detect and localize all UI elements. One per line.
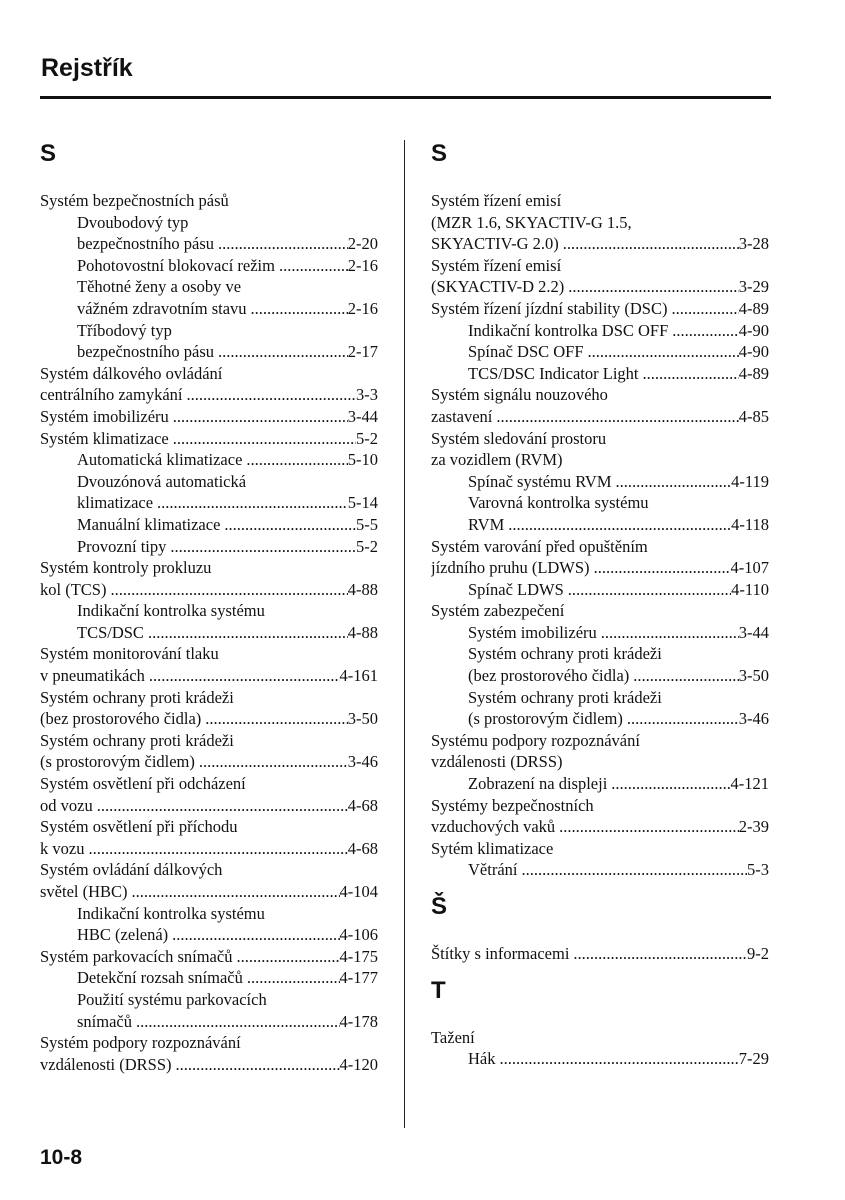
index-entry — [431, 838, 769, 860]
index-entry — [40, 730, 378, 752]
index-entry — [431, 406, 769, 428]
entry-label: Tříbodový typ — [77, 320, 172, 340]
entry-page-ref: 4-119 — [731, 471, 769, 491]
index-entry — [40, 1054, 378, 1076]
entry-page-ref: 4-68 — [347, 795, 378, 815]
dot-leader — [584, 341, 739, 363]
index-entry — [431, 428, 769, 450]
dot-leader — [275, 255, 348, 277]
dot-leader — [242, 449, 347, 471]
entry-page-ref: 2-20 — [347, 234, 378, 254]
entry-label: Systém osvětlení při odcházení — [40, 774, 246, 794]
dot-leader — [243, 967, 340, 989]
entry-label: Spínač systému RVM — [468, 471, 612, 491]
entry-label: Detekční rozsah snímačů — [77, 968, 243, 988]
entry-label: TCS/DSC Indicator Light — [468, 363, 639, 383]
entry-label: Systém řízení emisí — [431, 191, 562, 210]
index-subentry — [40, 471, 378, 493]
entry-label: Provozní tipy — [77, 536, 167, 556]
entry-label: Systém ovládání dálkových — [40, 860, 223, 880]
index-subentry — [431, 773, 769, 795]
index-entry — [40, 428, 378, 450]
index-entry — [431, 276, 769, 298]
index-entry — [40, 363, 378, 385]
entry-page-ref: 4-90 — [738, 342, 769, 362]
dot-leader — [132, 1011, 340, 1033]
index-entry — [431, 1027, 769, 1049]
entry-label: Systém podpory rozpoznávání — [40, 1033, 241, 1053]
entry-label: SKYACTIV-G 2.0) — [431, 234, 559, 254]
entry-page-ref: 4-68 — [347, 838, 378, 858]
index-entry — [431, 795, 769, 817]
entry-label: od vozu — [40, 795, 93, 815]
dot-leader — [564, 276, 739, 298]
entry-label: Větrání — [468, 860, 518, 880]
dot-leader — [639, 363, 739, 385]
index-entry — [40, 1032, 378, 1054]
index-entry — [40, 773, 378, 795]
index-entry — [40, 190, 378, 212]
index-subentry — [40, 212, 378, 234]
entry-page-ref: 3-44 — [738, 622, 769, 642]
entry-page-ref: 4-178 — [339, 1011, 378, 1031]
entry-page-ref: 2-16 — [347, 255, 378, 275]
entry-page-ref: 4-120 — [339, 1054, 378, 1074]
entry-label: Indikační kontrolka systému — [77, 903, 265, 923]
entry-label: vážném zdravotním stavu — [77, 298, 247, 318]
index-subentry — [431, 859, 769, 881]
index-subentry — [431, 320, 769, 342]
entry-label: Manuální klimatizace — [77, 514, 221, 534]
entry-page-ref: 4-110 — [731, 579, 769, 599]
section-letter: Š — [431, 893, 448, 920]
entry-label: Spínač DSC OFF — [468, 342, 584, 362]
dot-leader — [168, 924, 339, 946]
index-subentry — [431, 687, 769, 709]
index-subentry — [40, 514, 378, 536]
entry-label: kol (TCS) — [40, 579, 107, 599]
entry-page-ref: 3-50 — [738, 666, 769, 686]
dot-leader — [201, 708, 347, 730]
entry-page-ref: 4-121 — [730, 774, 769, 794]
entry-label: TCS/DSC — [77, 622, 144, 642]
index-entry — [431, 816, 769, 838]
dot-leader — [84, 838, 347, 860]
index-entry — [431, 557, 769, 579]
entry-label: Hák — [468, 1049, 496, 1069]
entry-page-ref: 7-29 — [738, 1049, 769, 1069]
entry-label: Systém parkovacích snímačů — [40, 946, 233, 966]
entry-page-ref: 4-106 — [339, 925, 378, 945]
dot-leader — [144, 622, 348, 644]
entry-page-ref: 3-28 — [738, 234, 769, 254]
dot-leader — [128, 881, 340, 903]
entry-label: Systém monitorování tlaku — [40, 644, 219, 664]
entry-label: Systém řízení emisí — [431, 255, 562, 275]
entry-label: Těhotné ženy a osoby ve — [77, 277, 242, 297]
index-entry — [431, 943, 769, 965]
section-letter: T — [431, 976, 446, 1004]
section-letter: S — [40, 140, 57, 167]
dot-leader — [232, 946, 339, 968]
entry-label: RVM — [468, 514, 505, 534]
dot-leader — [93, 795, 348, 817]
entry-label: Systém imobilizéru — [468, 622, 597, 642]
index-column-right — [431, 138, 769, 1070]
entry-label: Systém dálkového ovládání — [40, 363, 223, 383]
entry-label: vzdálenosti (DRSS) — [40, 1054, 172, 1074]
page-number: 10-8 — [40, 1146, 83, 1169]
index-entry — [431, 190, 769, 212]
index-subentry — [431, 579, 769, 601]
index-subentry — [431, 341, 769, 363]
entry-page-ref: 4-89 — [738, 363, 769, 383]
index-entry — [40, 795, 378, 817]
entry-label: Systém řízení jízdní stability (DSC) — [431, 298, 668, 318]
entry-label: Tažení — [431, 1027, 475, 1047]
dot-leader — [668, 320, 738, 342]
index-column-left — [40, 138, 378, 1075]
entry-label: Systém varování před opuštěním — [431, 536, 648, 556]
entry-label: centrálního zamykání — [40, 385, 183, 405]
dot-leader — [623, 708, 739, 730]
column-divider — [404, 140, 405, 1128]
entry-page-ref: 3-46 — [347, 752, 378, 772]
entry-label: Automatická klimatizace — [77, 450, 243, 470]
entry-page-ref: 5-14 — [347, 493, 378, 513]
index-subentry — [431, 492, 769, 514]
entry-page-ref: 2-39 — [738, 817, 769, 837]
dot-leader — [597, 622, 739, 644]
entry-page-ref: 5-5 — [356, 514, 378, 534]
entry-label: Systém bezpečnostních pásů — [40, 191, 229, 210]
index-entry — [40, 687, 378, 709]
dot-leader — [590, 557, 731, 579]
index-entry — [431, 384, 769, 406]
entry-label: (bez prostorového čidla) — [40, 709, 202, 729]
entry-label: zastavení — [431, 406, 493, 426]
index-entry — [431, 298, 769, 320]
entry-label: Varovná kontrolka systému — [468, 493, 649, 513]
entry-label: bezpečnostního pásu — [77, 342, 215, 362]
dot-leader — [247, 298, 348, 320]
entry-label: vzduchových vaků — [431, 817, 556, 837]
index-entry — [40, 838, 378, 860]
index-entry — [431, 600, 769, 622]
entry-label: k vozu — [40, 838, 85, 858]
index-entry — [40, 751, 378, 773]
index-subentry — [40, 276, 378, 298]
entry-page-ref: 4-118 — [731, 514, 769, 534]
entry-label: Systém osvětlení při příchodu — [40, 817, 238, 837]
dot-leader — [169, 406, 348, 428]
entry-label: v pneumatikách — [40, 666, 145, 686]
entry-label: bezpečnostního pásu — [77, 234, 215, 254]
entry-page-ref: 4-89 — [738, 298, 769, 318]
entry-label: vzdálenosti (DRSS) — [431, 752, 563, 772]
dot-leader — [214, 233, 348, 255]
dot-leader — [555, 816, 739, 838]
index-subentry — [431, 514, 769, 536]
entry-page-ref: 4-104 — [339, 882, 378, 901]
index-entry — [431, 212, 769, 234]
entry-page-ref: 2-16 — [347, 298, 378, 318]
entry-label: Systém kontroly prokluzu — [40, 558, 212, 578]
entry-label: HBC (zelená) — [77, 925, 169, 945]
entry-page-ref: 4-88 — [347, 622, 378, 642]
index-subentry — [40, 233, 378, 255]
entry-label: (SKYACTIV-D 2.2) — [431, 277, 565, 297]
dot-leader — [106, 579, 347, 601]
dot-leader — [145, 665, 340, 687]
dot-leader — [569, 943, 747, 965]
dot-leader — [496, 1048, 739, 1070]
index-subentry — [40, 536, 378, 558]
dot-leader — [667, 298, 738, 320]
index-subentry — [431, 643, 769, 665]
entry-page-ref: 5-2 — [356, 536, 378, 556]
entry-label: Systém ochrany proti krádeži — [468, 687, 662, 707]
entry-page-ref: 3-3 — [356, 385, 378, 405]
entry-label: (MZR 1.6, SKYACTIV-G 1.5, — [431, 212, 632, 232]
entry-page-ref: 3-44 — [347, 406, 378, 426]
entry-page-ref: 4-161 — [339, 666, 378, 686]
index-entry — [40, 946, 378, 968]
index-entry — [40, 406, 378, 428]
entry-label: Systém zabezpečení — [431, 601, 565, 621]
dot-leader — [214, 341, 348, 363]
entry-label: Systém klimatizace — [40, 428, 169, 448]
entry-label: Systém ochrany proti krádeži — [468, 644, 662, 664]
dot-leader — [612, 471, 732, 493]
entry-label: Systému podpory rozpoznávání — [431, 730, 640, 750]
entry-page-ref: 4-177 — [339, 968, 378, 988]
dot-leader — [166, 536, 356, 558]
entry-page-ref: 3-29 — [738, 277, 769, 297]
index-subentry — [40, 320, 378, 342]
index-entry — [431, 255, 769, 277]
entry-page-ref: 5-3 — [747, 860, 769, 880]
index-subentry — [40, 492, 378, 514]
dot-leader — [517, 859, 747, 881]
index-subentry — [40, 298, 378, 320]
index-subentry — [40, 989, 378, 1011]
index-entry — [40, 881, 378, 903]
dot-leader — [629, 665, 738, 687]
index-entry — [40, 579, 378, 601]
header-rule — [40, 96, 771, 99]
entry-label: (s prostorovým čidlem) — [40, 752, 195, 772]
entry-page-ref: 9-2 — [747, 944, 769, 963]
dot-leader — [504, 514, 731, 536]
index-subentry — [40, 600, 378, 622]
index-subentry — [40, 255, 378, 277]
dot-leader — [492, 406, 738, 428]
entry-label: Použití systému parkovacích — [77, 989, 267, 1009]
entry-label: Dvoubodový typ — [77, 212, 189, 232]
dot-leader — [607, 773, 730, 795]
entry-label: Dvouzónová automatická — [77, 471, 247, 491]
entry-label: snímačů — [77, 1011, 132, 1031]
index-subentry — [40, 924, 378, 946]
index-subentry — [431, 471, 769, 493]
index-entry — [40, 859, 378, 881]
entry-label: klimatizace — [77, 493, 154, 513]
entry-page-ref: 3-50 — [347, 709, 378, 729]
dot-leader — [169, 428, 356, 450]
dot-leader — [182, 384, 356, 406]
entry-page-ref: 3-46 — [738, 709, 769, 729]
section-letter: S — [431, 140, 448, 167]
entry-page-ref: 4-107 — [730, 558, 769, 578]
index-entry — [40, 557, 378, 579]
entry-label: (bez prostorového čidla) — [468, 666, 630, 686]
dot-leader — [220, 514, 356, 536]
entry-label: Systém ochrany proti krádeži — [40, 730, 234, 750]
entry-label: Sytém klimatizace — [431, 838, 554, 858]
entry-label: Zobrazení na displeji — [468, 774, 608, 794]
dot-leader — [559, 233, 739, 255]
entry-label: Štítky s informacemi — [431, 944, 570, 963]
entry-label: Systémy bezpečnostních — [431, 795, 594, 815]
index-subentry — [431, 622, 769, 644]
entry-label: (s prostorovým čidlem) — [468, 709, 623, 729]
page-title: Rejstřík — [41, 54, 133, 82]
index-entry — [40, 384, 378, 406]
index-entry — [431, 730, 769, 752]
dot-leader — [564, 579, 731, 601]
index-subentry — [40, 622, 378, 644]
index-subentry — [40, 967, 378, 989]
dot-leader — [195, 751, 348, 773]
entry-label: Indikační kontrolka systému — [77, 601, 265, 621]
entry-page-ref: 4-85 — [738, 406, 769, 426]
index-subentry — [40, 1011, 378, 1033]
index-subentry — [40, 341, 378, 363]
entry-label: Systém sledování prostoru — [431, 428, 607, 448]
index-entry — [431, 233, 769, 255]
entry-label: Systém ochrany proti krádeži — [40, 687, 234, 707]
entry-label: za vozidlem (RVM) — [431, 450, 563, 470]
entry-page-ref: 4-88 — [347, 579, 378, 599]
entry-label: jízdního pruhu (LDWS) — [431, 558, 590, 578]
index-subentry — [40, 449, 378, 471]
entry-label: Systém signálu nouzového — [431, 385, 608, 405]
index-entry — [40, 708, 378, 730]
entry-page-ref: 5-2 — [356, 428, 378, 448]
dot-leader — [172, 1054, 340, 1076]
entry-page-ref: 2-17 — [347, 342, 378, 362]
index-entry — [40, 643, 378, 665]
index-entry — [40, 816, 378, 838]
entry-label: Indikační kontrolka DSC OFF — [468, 320, 669, 340]
index-subentry — [40, 903, 378, 925]
index-entry — [431, 536, 769, 558]
index-subentry — [431, 708, 769, 730]
entry-page-ref: 4-175 — [339, 946, 378, 966]
entry-label: světel (HBC) — [40, 882, 128, 901]
index-entry — [431, 751, 769, 773]
dot-leader — [153, 492, 348, 514]
entry-page-ref: 5-10 — [347, 450, 378, 470]
entry-page-ref: 4-90 — [738, 320, 769, 340]
entry-label: Systém imobilizéru — [40, 406, 169, 426]
index-entry — [40, 665, 378, 687]
index-subentry — [431, 665, 769, 687]
index-subentry — [431, 1048, 769, 1070]
entry-label: Spínač LDWS — [468, 579, 564, 599]
index-entry — [431, 449, 769, 471]
index-subentry — [431, 363, 769, 385]
entry-label: Pohotovostní blokovací režim — [77, 255, 275, 275]
